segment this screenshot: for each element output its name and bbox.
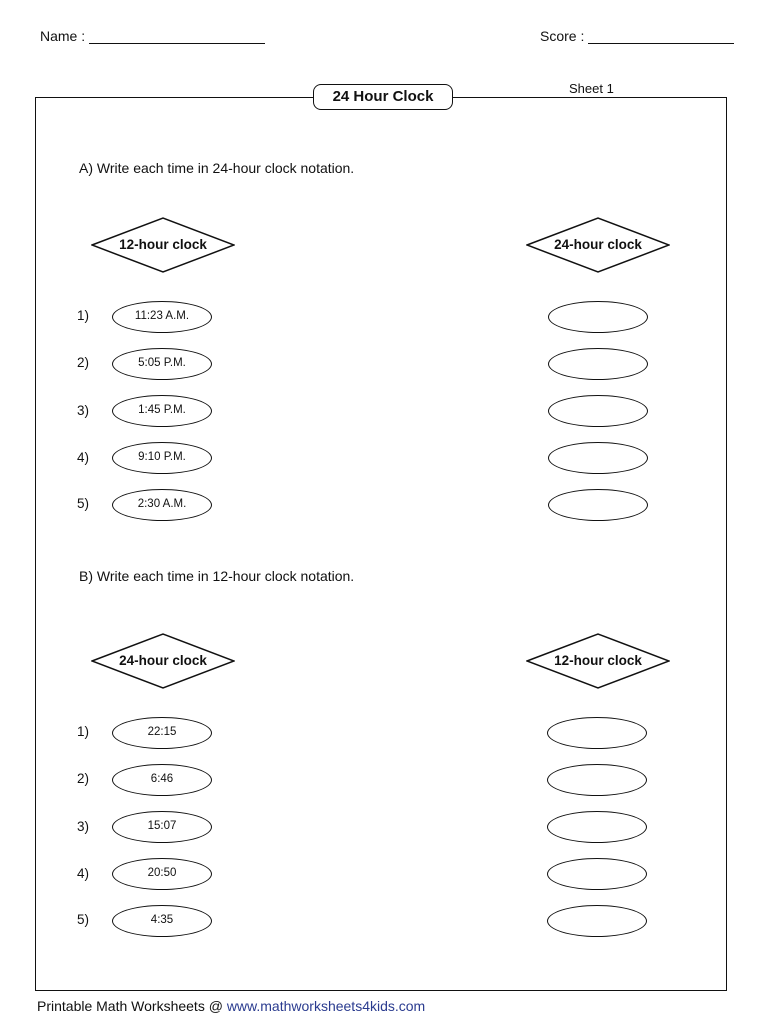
section-b-right-header-label: 12-hour clock (554, 653, 642, 668)
given-time: 6:46 (112, 764, 212, 796)
section-b-instruction: B) Write each time in 12-hour clock notation. (79, 568, 355, 584)
answer-oval[interactable] (547, 811, 647, 843)
answer-oval[interactable] (547, 717, 647, 749)
footer-link[interactable]: www.mathworksheets4kids.com (226, 998, 426, 1014)
answer-oval[interactable] (547, 858, 647, 890)
question-number: 5) (77, 912, 90, 927)
given-time: 9:10 P.M. (112, 442, 212, 474)
given-time: 22:15 (112, 717, 212, 749)
footer-text: Printable Math Worksheets @ (37, 998, 227, 1014)
question-number: 1) (77, 308, 90, 323)
given-time: 1:45 P.M. (112, 395, 212, 427)
score-line[interactable] (588, 29, 734, 44)
answer-oval[interactable] (548, 395, 648, 427)
given-time: 5:05 P.M. (112, 348, 212, 380)
section-b-right-header (526, 633, 670, 689)
question-number: 3) (77, 819, 90, 834)
section-a-right-header (526, 217, 670, 273)
name-line[interactable] (89, 29, 265, 44)
given-time: 11:23 A.M. (112, 301, 212, 333)
given-time: 15:07 (112, 811, 212, 843)
question-number: 2) (77, 771, 90, 786)
section-b-left-header-label: 24-hour clock (119, 653, 207, 668)
answer-oval[interactable] (548, 442, 648, 474)
question-number: 1) (77, 724, 90, 739)
section-a-instruction: A) Write each time in 24-hour clock notation. (79, 160, 355, 176)
worksheet-title: 24 Hour Clock (313, 84, 453, 110)
name-label: Name : (40, 28, 86, 44)
question-number: 5) (77, 496, 90, 511)
section-a-left-header-label: 12-hour clock (119, 237, 207, 252)
section-b-left-header (91, 633, 235, 689)
answer-oval[interactable] (548, 489, 648, 521)
score-field[interactable] (540, 28, 734, 44)
answer-oval[interactable] (547, 764, 647, 796)
given-time: 2:30 A.M. (112, 489, 212, 521)
section-a-left-header (91, 217, 235, 273)
footer (37, 998, 425, 1014)
answer-oval[interactable] (548, 348, 648, 380)
given-time: 20:50 (112, 858, 212, 890)
section-a-right-header-label: 24-hour clock (554, 237, 642, 252)
name-field[interactable] (40, 28, 265, 44)
answer-oval[interactable] (548, 301, 648, 333)
question-number: 4) (77, 866, 90, 881)
question-number: 4) (77, 450, 90, 465)
question-number: 2) (77, 355, 90, 370)
score-label: Score : (540, 28, 585, 44)
sheet-label: Sheet 1 (569, 81, 614, 96)
question-number: 3) (77, 403, 90, 418)
answer-oval[interactable] (547, 905, 647, 937)
given-time: 4:35 (112, 905, 212, 937)
